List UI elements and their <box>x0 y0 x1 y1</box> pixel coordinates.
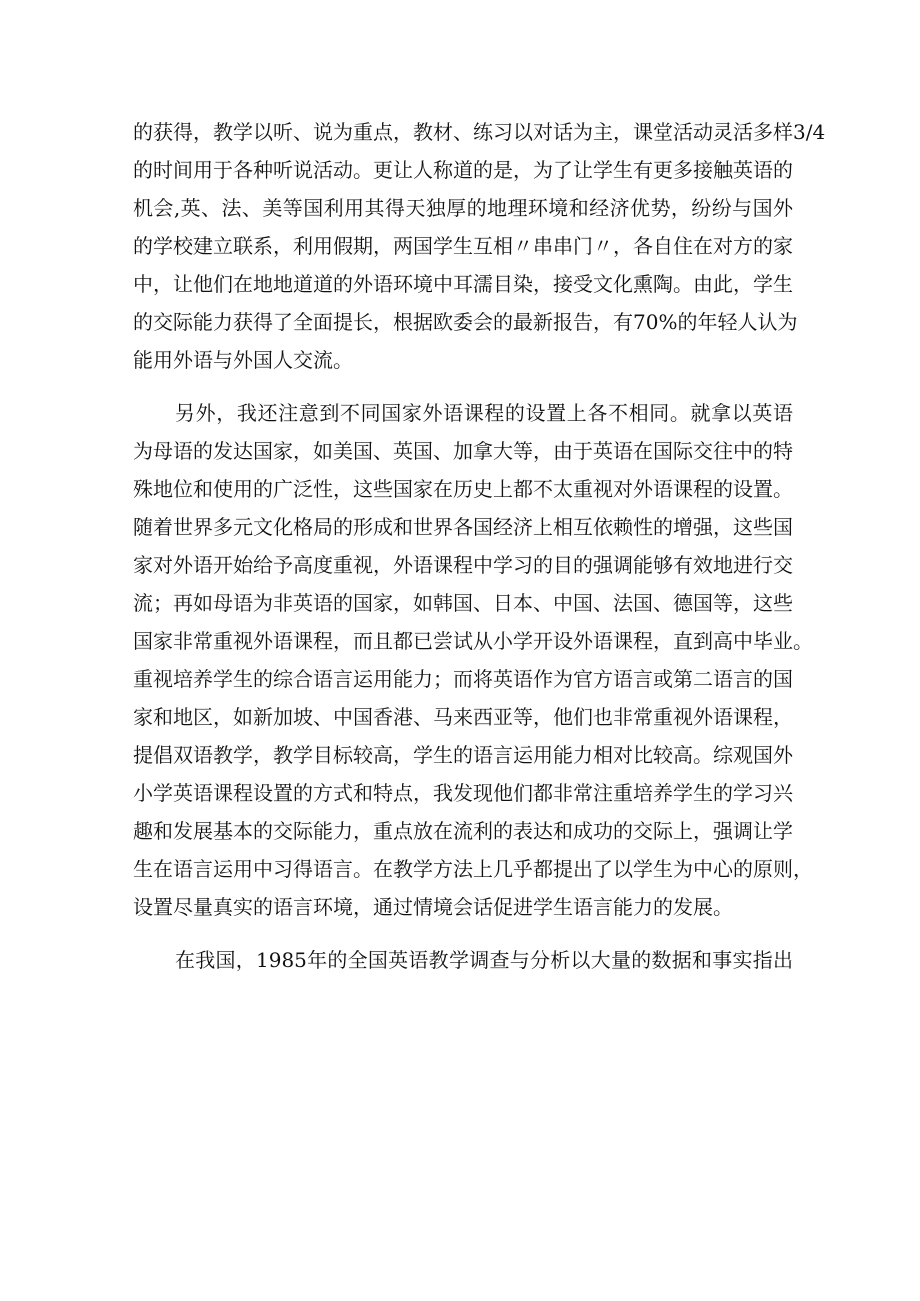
text-line: 家对外语开始给予高度重视，外语课程中学习的目的强调能够有效地进行交 <box>133 553 793 577</box>
text-line: 机会,英、法、美等国利用其得天独厚的地理环境和经济优势，纷纷与国外 <box>133 196 793 220</box>
text-line: 流；再如母语为非英语的国家，如韩国、日本、中国、法国、德国等，这些 <box>133 591 793 615</box>
text-line: 能用外语与外国人交流。 <box>133 348 353 372</box>
text-line: 国家非常重视外语课程，而且都已尝试从小学开设外语课程，直到高中毕业。 <box>133 629 813 653</box>
text-line: 中，让他们在地地道道的外语环境中耳濡目染，接受文化熏陶。由此，学生 <box>133 272 793 296</box>
text-line: 的学校建立联系，利用假期，两国学生互相〃串串门〃，各自住在对方的家 <box>133 234 793 258</box>
text-line: 的获得，教学以听、说为重点，教材、练习以对话为主，课堂活动灵活多样3/4 <box>133 120 826 144</box>
text-line: 小学英语课程设置的方式和特点，我发现他们都非常注重培养学生的学习兴 <box>133 781 793 805</box>
text-line: 在我国，1985年的全国英语教学调查与分析以大量的数据和事实指出 <box>175 948 793 972</box>
paragraph-3 <box>133 941 793 979</box>
text-line: 设置尽量真实的语言环境，通过情境会话促进学生语言能力的发展。 <box>133 895 733 919</box>
document-body <box>133 113 826 979</box>
text-line: 的时间用于各种听说活动。更让人称道的是，为了让学生有更多接触英语的 <box>133 158 793 182</box>
paragraph-1 <box>133 113 826 379</box>
text-line: 提倡双语教学，教学目标较高，学生的语言运用能力相对比较高。综观国外 <box>133 743 793 767</box>
text-line: 的交际能力获得了全面提长，根据欧委会的最新报告，有70%的年轻人认为 <box>133 310 798 334</box>
text-line: 趣和发展基本的交际能力，重点放在流利的表达和成功的交际上，强调让学 <box>133 819 793 843</box>
text-line: 重视培养学生的综合语言运用能力；而将英语作为官方语言或第二语言的国 <box>133 667 793 691</box>
paragraph-2 <box>133 394 813 926</box>
text-line: 生在语言运用中习得语言。在教学方法上几乎都提出了以学生为中心的原则， <box>133 857 813 881</box>
text-line: 为母语的发达国家，如美国、英国、加拿大等，由于英语在国际交往中的特 <box>133 439 793 463</box>
text-line: 另外，我还注意到不同国家外语课程的设置上各不相同。就拿以英语 <box>175 401 793 425</box>
text-line: 随着世界多元文化格局的形成和世界各国经济上相互依赖性的增强，这些国 <box>133 515 793 539</box>
text-line: 家和地区，如新加坡、中国香港、马来西亚等，他们也非常重视外语课程， <box>133 705 793 729</box>
text-line: 殊地位和使用的广泛性，这些国家在历史上都不太重视对外语课程的设置。 <box>133 477 793 501</box>
